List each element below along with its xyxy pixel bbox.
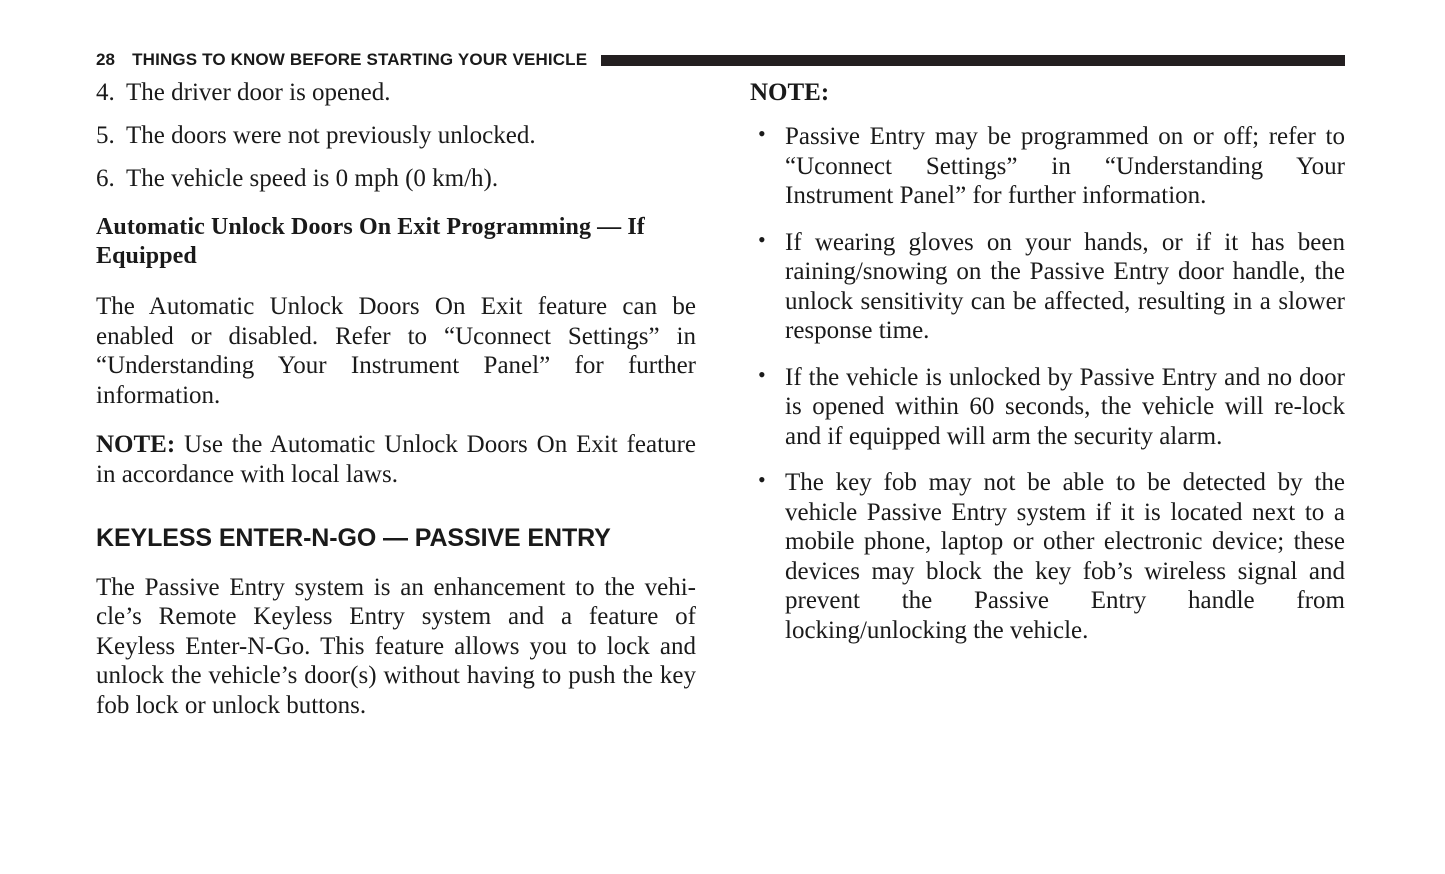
page-header — [96, 47, 1345, 73]
left-column — [96, 80, 696, 720]
list-item-number: 5. — [96, 122, 115, 149]
list-item-text: The key fob may not be able to be detected by the vehicle Passive Entry system if it is located next to a mobile phone, laptop or other electronic device; these devices may block the key fob’s wireless signal and prevent the Passive Entry handle from locking/unlocking the vehicle. — [785, 469, 1345, 644]
list-item — [750, 468, 1345, 645]
paragraph-note-local-laws — [96, 430, 696, 489]
list-item-number: 6. — [96, 165, 115, 192]
page-number: 28 — [96, 50, 116, 69]
list-item-text: If the vehicle is unlocked by Passive Entry and no door is opened within 60 seconds, the vehicle will re-lock and if equipped will arm the security alarm. — [785, 363, 1345, 450]
note-bullet-list — [750, 122, 1345, 645]
list-item — [96, 123, 696, 148]
right-column — [750, 80, 1345, 645]
paragraph-passive-entry-intro: The Passive Entry system is an enhancement to the vehicle’s Remote Keyless Entry system and a feature of Keyless Enter-N-Go. This feature allows you to lock and unlock the vehicle’s door(s) without having to push the key fob lock or unlock buttons. — [96, 573, 696, 719]
page-title: THINGS TO KNOW BEFORE STARTING YOUR VEHICLE — [132, 50, 588, 69]
note-text: Use the Automatic Unlock Doors On Exit feature in accordance with local laws. — [96, 431, 696, 488]
list-item — [96, 80, 696, 105]
list-item-number: 4. — [96, 79, 115, 106]
bullet-icon: • — [758, 226, 766, 252]
list-item-text: The vehicle speed is 0 mph (0 km/h). — [126, 165, 499, 192]
list-item-text: Passive Entry may be programmed on or off; refer to “Uconnect Settings” in “Understanding Your Instrument Panel” for further information. — [785, 123, 1345, 209]
list-item — [96, 166, 696, 191]
note-label: NOTE: — [96, 431, 176, 459]
paragraph-automatic-unlock: The Automatic Unlock Doors On Exit feature can be enabled or disabled. Refer to “Uconnect Settings” in “Understanding Your Instrument Panel” for further information. — [96, 293, 696, 409]
subsection-heading: Automatic Unlock Doors On Exit Programming — If Equipped — [96, 214, 645, 270]
bullet-icon: • — [758, 361, 766, 387]
list-item — [750, 363, 1345, 452]
list-item — [750, 228, 1345, 346]
list-item-text: If wearing gloves on your hands, or if it has been raining/snowing on the Passive Entry door handle, the unlock sensitivity can be affected, resulting in a slower response time. — [785, 228, 1345, 344]
note-heading: NOTE: — [750, 79, 830, 106]
bullet-icon: • — [758, 467, 766, 492]
header-rule — [601, 55, 1345, 66]
numbered-list — [96, 80, 696, 191]
bullet-icon: • — [758, 121, 766, 146]
section-heading: KEYLESS ENTER-N-GO — PASSIVE ENTRY — [96, 524, 611, 553]
list-item-text: The doors were not previously unlocked. — [126, 122, 536, 149]
list-item-text: The driver door is opened. — [126, 79, 391, 106]
list-item — [750, 122, 1345, 211]
